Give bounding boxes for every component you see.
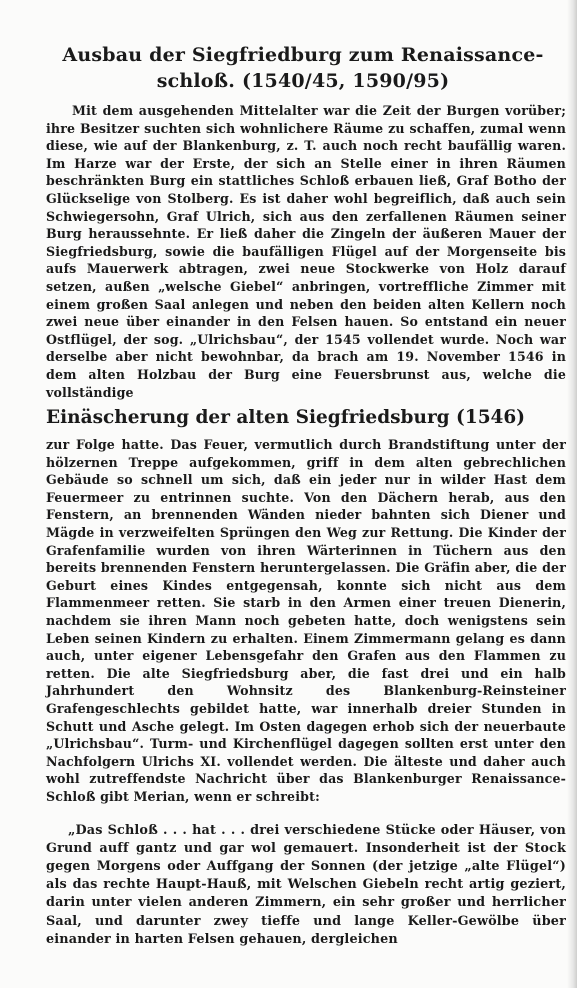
paragraph-2: zur Folge hatte. Das Feuer, vermutlich durch Brandstiftung unter der hölzernen Treppe aufgekommen, griff in dem alten gebrechlichen Gebäude so schnell um sich, daß ein jeder nur in wilder Hast dem Feuermeer zu entrinnen suchte. Von den Dächern herab, aus den Fenstern, an brennenden Wänden nieder bahnten sich Diener und Mägde in verzweifelten Sprüngen den Weg zur Rettung. Die Kinder der Grafenfamilie wurden von ihren Wärterinnen in Tüchern aus den bereits brennenden Fenstern heruntergelassen. Die Gräfin aber, die der Geburt eines Kindes entgegensah, konnte sich nicht aus dem Flammenmeer retten. Sie starb in den Armen einer treuen Dienerin, nachdem sie ihren Mann noch gebeten hatte, doch wenigstens sein Leben seinen Kindern zu erhalten. Einem Zimmermann gelang es dann auch, unter eigener Lebensgefahr den Grafen aus den Flammen zu retten. Die alte Siegfriedsburg aber, die fast drei und ein halb Jahrhundert den Wohnsitz des Blankenburg-Reinsteiner Grafengeschlechts gebildet hatte, war innerhalb dreier Stunden in Schutt und Asche gelegt. Im Osten dagegen erhob sich der neuerbaute „Ulrichsbau“. Turm- und Kirchenflügel dagegen sollten erst unter den Nachfolgern Ulrichs XI. vollendet werden. Die älteste und daher auch wohl zutreffendste Nachricht über das Blankenburger Renaissance-Schloß gibt Merian, wenn er schreibt: [46,437,566,804]
title-line-1: Ausbau der Siegfriedburg zum Renaissance- [62,44,544,66]
paragraph-1: Mit dem ausgehenden Mittelalter war die Zeit der Burgen vorüber; ihre Besitzer suchten sich wohnlichere Räume zu schaffen, zumal wenn diese, wie auf der Blankenburg, z. T. auch noch recht baufällig waren. Im Harze war der Erste, der sich an Stelle einer in ihren Räumen beschränkten Burg ein stattliches Schloß erbauen ließ, Graf Botho der Glückselige von Stolberg. Es ist daher wohl begreiflich, daß auch sein Schwiegersohn, Graf Ulrich, sich aus den zerfallenen Räumen seiner Burg heraussehnte. Er ließ daher die Zingeln der äußeren Mauer der Siegfriedsburg, sowie die baufälligen Flügel auf der Morgenseite bis aufs Mauerwerk abtragen, zwei neue Stockwerke von Holz darauf setzen, außen „welsche Giebel“ anbringen, vortreffliche Zimmer mit einem großen Saal anlegen und neben den beiden alten Kellern noch zwei neue über einander in den Felsen hauen. So entstand ein neuer Ostflügel, der sog. „Ulrichsbau“, der 1545 vollendet wurde. Noch war derselbe aber nicht bewohnbar, da brach am 19. November 1546 in dem alten Holzbau der Burg eine Feuersbrunst aus, welche die vollständige [46,103,566,400]
article-title [46,42,566,94]
paragraph-gap [46,806,566,822]
title-line-2: schloß. (1540/45, 1590/95) [156,70,450,92]
section-heading: Einäscherung der alten Siegfriedsburg (1546) [46,407,526,429]
article-column [46,42,566,949]
page-edge-shadow [567,0,577,988]
merian-quote: „Das Schloß . . . hat . . . drei verschiedene Stücke oder Häuser, von Grund auff gantz und gar wol gemauert. Insonderheit ist der Stock gegen Morgens oder Auffgang der Sonnen (der jetzige „alte Flügel“) als das rechte Haupt-Hauß, mit Welschen Giebeln recht artig geziert, darin unter vielen anderen Zimmern, ein sehr großer und herrlicher Saal, und darunter zwey tieffe und lange Keller-Gewölbe über einander in harten Felsen gehauen, dergleichen [46,822,566,947]
